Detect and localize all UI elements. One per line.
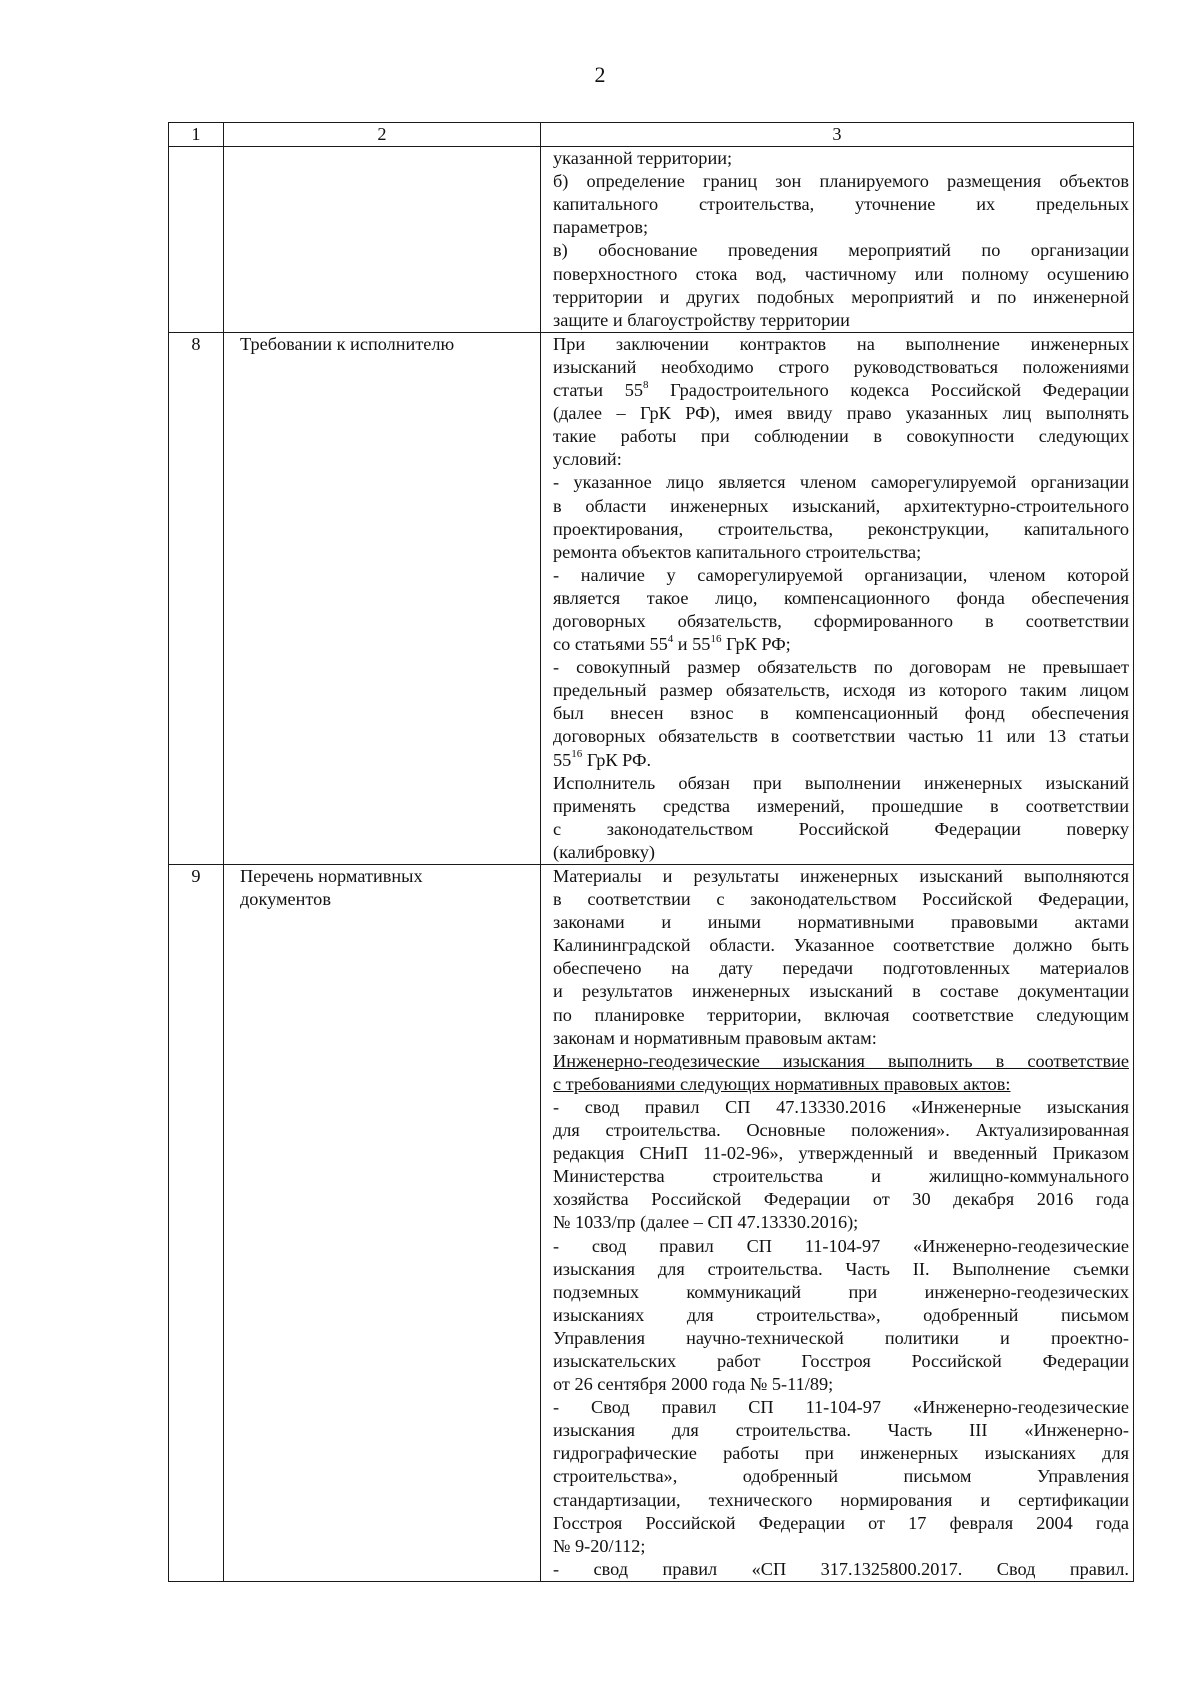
text-line: от 26 сентября 2000 года № 5-11/89;: [553, 1374, 834, 1395]
text-line: - Свод правил СП 11-104-97 «Инженерно-геодезические: [553, 1397, 1129, 1418]
text-line: изыскания для строительства. Часть II. Выполнение съемки: [553, 1258, 1129, 1279]
table-row-continuation: [169, 147, 1134, 333]
text-line: - свод правил «СП 317.1325800.2017. Свод правил.: [553, 1558, 1129, 1579]
text-line: строительства», одобренный письмом Управления: [553, 1466, 1129, 1487]
text-line: условий:: [553, 449, 622, 470]
text-line: (калибровку): [553, 841, 655, 862]
text-line: Министерства строительства и жилищно-коммунального: [553, 1166, 1129, 1187]
text-line: статьи $55^8$ Градостроительного кодекса Российской Федерации: [553, 378, 1130, 401]
text-line: изыскательских работ Госстроя Российской Федерации: [553, 1350, 1129, 1371]
text-line: законами и иными нормативными правовыми актами: [553, 912, 1129, 933]
text-line: Калининградской области. Указанное соответствие должно быть: [553, 935, 1129, 956]
text-line: был внесен взнос в компенсационный фонд обеспечения: [553, 703, 1129, 724]
text-line: в области инженерных изысканий, архитектурно-строительного: [553, 495, 1129, 516]
text-line: поверхностного стока вод, частичному или полному осушению: [553, 263, 1129, 284]
header-col-2: 2: [224, 123, 541, 147]
text-line: законам и нормативным правовым актам:: [553, 1027, 877, 1048]
text-line: изыскания для строительства. Часть III «Инженерно-: [553, 1420, 1129, 1441]
text-line: хозяйства Российской Федерации от 30 декабря 2016 года: [553, 1189, 1129, 1210]
text-line: является такое лицо, компенсационного фонда обеспечения: [553, 587, 1129, 608]
text-line: для строительства. Основные положения». Актуализированная: [553, 1120, 1129, 1141]
text-line: в) обоснование проведения мероприятий по организации: [553, 240, 1129, 261]
row-number: 8: [169, 332, 224, 864]
table-row-9: [169, 865, 1134, 1582]
row-title-cell: [224, 147, 541, 333]
text-line: параметров;: [553, 217, 649, 238]
text-line: указанной территории;: [553, 148, 733, 169]
text-line: с законодательством Российской Федерации поверку: [553, 818, 1129, 839]
text-line: (далее – ГрК РФ), имея ввиду право указанных лиц выполнять: [553, 403, 1129, 424]
row-number-cell: [169, 147, 224, 333]
text-line: Госстроя Российской Федерации от 17 февраля 2004 года: [553, 1512, 1129, 1533]
text-line: капитального строительства, уточнение их предельных: [553, 194, 1129, 215]
text-line: редакция СНиП 11-02-96», утвержденный и введенный Приказом: [553, 1143, 1129, 1164]
header-col-3: 3: [541, 123, 1134, 147]
row-content-cell: [541, 147, 1134, 333]
text-line: изысканиях для строительства», одобренный письмом: [553, 1304, 1129, 1325]
text-line: предельный размер обязательств, исходя из которого таким лицом: [553, 680, 1129, 701]
row-content-cell: [541, 865, 1134, 1582]
text-line: проектирования, строительства, реконструкции, капитального: [553, 518, 1129, 539]
text-line: - свод правил СП 47.13330.2016 «Инженерные изыскания: [553, 1096, 1129, 1117]
table-header-row: [169, 123, 1134, 147]
page-number: 2: [594, 62, 606, 87]
text-line: № 1033/пр (далее – СП 47.13330.2016);: [553, 1212, 859, 1233]
text-line: $55^{16}$ ГрК РФ.: [553, 748, 652, 770]
text-line: территории и других подобных мероприятий и по инженерной: [553, 286, 1129, 307]
text-line: договорных обязательств в соответствии частью 11 или 13 статьи: [553, 726, 1129, 747]
text-line: и результатов инженерных изысканий в составе документации: [553, 981, 1129, 1002]
text-line: - указанное лицо является членом саморегулируемой организации: [553, 472, 1129, 493]
text-line: подземных коммуникаций при инженерно-геодезических: [553, 1281, 1129, 1302]
text-line: обеспечено на дату передачи подготовленных материалов: [553, 958, 1129, 979]
text-line: договорных обязательств, сформированного в соответствии: [553, 610, 1129, 631]
text-line: защите и благоустройству территории: [553, 309, 850, 330]
text-line: ремонта объектов капитального строительства;: [553, 541, 922, 562]
row-title: Требовании к исполнителю: [224, 332, 541, 864]
text-line: по планировке территории, включая соответствие следующим: [553, 1004, 1129, 1025]
header-col-1: 1: [169, 123, 224, 147]
text-line: - свод правил СП 11-104-97 «Инженерно-геодезические: [553, 1235, 1129, 1256]
text-line: со статьями $55^4$ и $55^{16}$ ГрК РФ;: [553, 632, 791, 655]
text-line: Исполнитель обязан при выполнении инженерных изысканий: [553, 772, 1129, 793]
text-line: № 9-20/112;: [553, 1535, 646, 1556]
row-title-line: документов: [240, 889, 331, 910]
row-title-cell: [224, 865, 541, 1582]
text-line: изысканий необходимо строго руководствоваться положениями: [553, 356, 1129, 377]
text-line: Материалы и результаты инженерных изысканий выполняются: [553, 866, 1129, 886]
text-line: - совокупный размер обязательств по договорам не превышает: [553, 657, 1129, 678]
text-line: стандартизации, технического нормирования и сертификации: [553, 1489, 1129, 1510]
text-line: гидрографические работы при инженерных изысканиях для: [553, 1443, 1129, 1464]
underlined-heading-line: Инженерно-геодезические изыскания выполнить в соответствие: [553, 1050, 1129, 1071]
text-line: Управления научно-технической политики и проектно-: [553, 1327, 1129, 1348]
table-row-8: [169, 332, 1134, 864]
underlined-heading-line: с требованиями следующих нормативных правовых актов:: [553, 1073, 1011, 1094]
text-line: применять средства измерений, прошедшие в соответствии: [553, 795, 1129, 816]
row-title-line: Перечень нормативных: [240, 866, 423, 886]
row-content-cell: [541, 332, 1134, 864]
text-line: - наличие у саморегулируемой организации, членом которой: [553, 564, 1129, 585]
requirements-table: [168, 122, 1134, 1582]
text-line: При заключении контрактов на выполнение инженерных: [553, 333, 1129, 354]
text-line: в соответствии с законодательством Российской Федерации,: [553, 889, 1129, 910]
row-number: 9: [169, 865, 224, 1582]
text-line: б) определение границ зон планируемого размещения объектов: [553, 171, 1129, 192]
text-line: такие работы при соблюдении в совокупности следующих: [553, 426, 1129, 447]
